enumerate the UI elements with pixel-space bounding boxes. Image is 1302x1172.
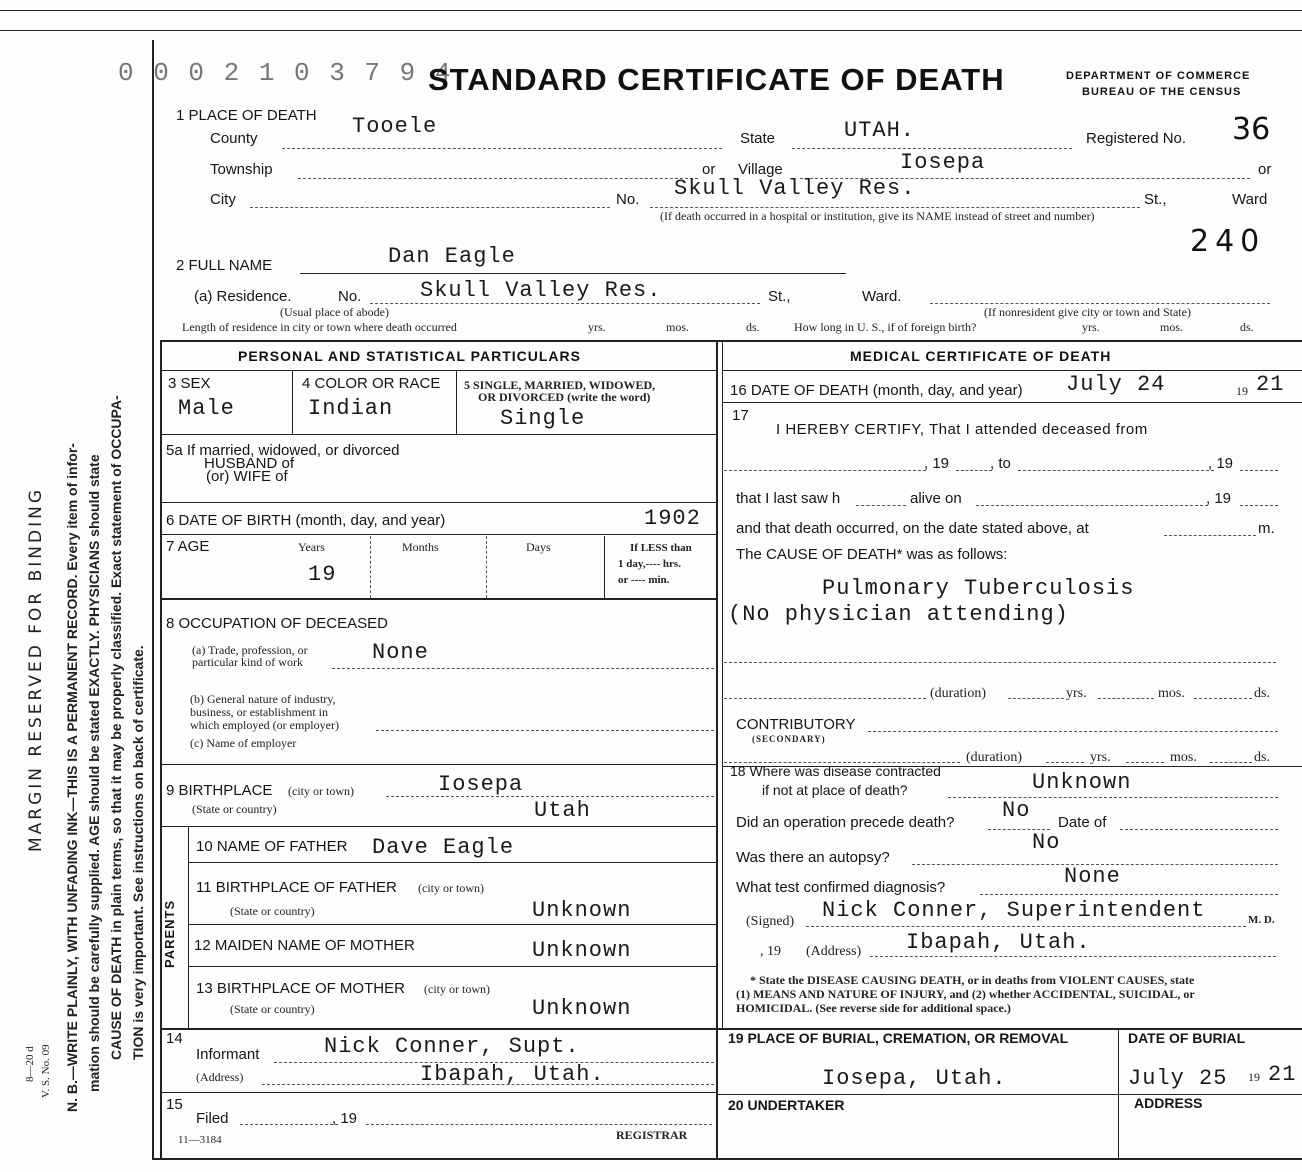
age-years-value: 19 bbox=[308, 562, 337, 587]
department-line-2: BUREAU OF THE CENSUS bbox=[1082, 86, 1242, 98]
ward-number-handwritten: 240 bbox=[1190, 224, 1266, 259]
contracted-value: Unknown bbox=[1032, 770, 1132, 795]
form-code-2: 8—20 d bbox=[24, 1046, 36, 1082]
birthplace-city-value: Iosepa bbox=[438, 772, 524, 797]
father-birthplace-state-note: (State or country) bbox=[230, 904, 315, 918]
dob-value: 1902 bbox=[644, 506, 701, 531]
cause-of-death-label: The CAUSE OF DEATH* was as follows: bbox=[736, 546, 1008, 563]
m-label: m. bbox=[1258, 520, 1275, 537]
state-label: State bbox=[740, 130, 776, 147]
informant-value: Nick Conner, Supt. bbox=[324, 1034, 580, 1059]
spouse-label-2: HUSBAND of bbox=[204, 455, 295, 472]
department-line-1: DEPARTMENT OF COMMERCE bbox=[1066, 70, 1251, 82]
test-value: None bbox=[1064, 864, 1121, 889]
signed-address-value: Ibapah, Utah. bbox=[906, 930, 1091, 955]
cause-line-1: Pulmonary Tuberculosis bbox=[822, 576, 1135, 601]
instruction-line-4: TION is very important. See instructions on back of certificate. bbox=[130, 645, 146, 1060]
mos-2: mos. bbox=[1160, 320, 1184, 334]
industry-label-2: business, or establishment in bbox=[190, 705, 328, 719]
burial-date-value: July 25 bbox=[1128, 1066, 1228, 1091]
city-label: City bbox=[210, 191, 236, 208]
date-of-death-label: 16 DATE OF DEATH (month, day, and year) bbox=[730, 382, 1023, 399]
no-label: No. bbox=[616, 191, 640, 208]
less-label-3: or ---- min. bbox=[618, 574, 670, 586]
form-code: V. S. No. 09 bbox=[40, 1044, 52, 1098]
signed-label: (Signed) bbox=[746, 914, 795, 929]
date-of-label: Date of bbox=[1058, 814, 1107, 831]
registered-no-label: Registered No. bbox=[1086, 130, 1187, 147]
instruction-line-3: CAUSE OF DEATH in plain terms, so that it may be properly classified. Exact statement of OCCUPA- bbox=[108, 395, 124, 1060]
signed-19: , 19 bbox=[760, 944, 781, 959]
birthplace-city-note: (city or town) bbox=[288, 784, 354, 798]
county-label: County bbox=[210, 130, 258, 147]
duration-ds-2: ds. bbox=[1254, 750, 1270, 765]
last-saw-label: that I last saw h bbox=[736, 490, 841, 507]
duration-label-1: (duration) bbox=[930, 686, 986, 701]
footnote-line-2: (1) MEANS AND NATURE OF INJURY, and (2) whether ACCIDENTAL, SUICIDAL, or bbox=[736, 987, 1195, 1001]
date-of-death-year-prefix: 19 bbox=[1236, 384, 1248, 398]
father-name-label: 10 NAME OF FATHER bbox=[196, 838, 348, 855]
filed-year: , 19 bbox=[332, 1110, 358, 1127]
operation-label: Did an operation precede death? bbox=[736, 814, 955, 831]
autopsy-value: No bbox=[1032, 830, 1061, 855]
informant-address-label: (Address) bbox=[196, 1070, 244, 1084]
father-name-value: Dave Eagle bbox=[372, 835, 515, 860]
how-long-in-us: How long in U. S., if of foreign birth? bbox=[794, 320, 977, 334]
industry-label-3: which employed (or employer) bbox=[190, 718, 339, 732]
marital-label-1: 5 SINGLE, MARRIED, WIDOWED, bbox=[464, 378, 656, 392]
duration-mos-1: mos. bbox=[1158, 686, 1185, 701]
full-name-value: Dan Eagle bbox=[388, 244, 516, 269]
undertaker-address-label: ADDRESS bbox=[1134, 1095, 1203, 1111]
md-label: M. D. bbox=[1248, 914, 1275, 926]
signed-value: Nick Conner, Superintendent bbox=[822, 898, 1206, 923]
burial-date-year: 21 bbox=[1268, 1062, 1297, 1087]
birthplace-state-note: (State or country) bbox=[192, 802, 277, 816]
ds-2: ds. bbox=[1240, 320, 1254, 334]
residence-label: (a) Residence. bbox=[194, 288, 292, 305]
yrs-2: yrs. bbox=[1082, 320, 1100, 334]
binding-margin-label: MARGIN RESERVED FOR BINDING bbox=[26, 486, 46, 852]
filed-number: 15 bbox=[166, 1096, 183, 1113]
father-birthplace-label: 11 BIRTHPLACE OF FATHER bbox=[196, 879, 397, 896]
to-19: , 19 bbox=[1208, 455, 1234, 472]
village-label: Village bbox=[738, 161, 783, 178]
street-value: Skull Valley Res. bbox=[674, 176, 916, 201]
state-value: UTAH. bbox=[844, 118, 916, 143]
footnote-line-1: * State the DISEASE CAUSING DEATH, or in deaths from VIOLENT CAUSES, state bbox=[750, 973, 1195, 987]
contributory-label: CONTRIBUTORY bbox=[736, 716, 856, 733]
hospital-note: (If death occurred in a hospital or institution, give its NAME instead of street and number) bbox=[660, 209, 1095, 223]
father-birthplace-value: Unknown bbox=[532, 898, 632, 923]
marital-value: Single bbox=[500, 406, 586, 431]
st-label: St., bbox=[1144, 191, 1167, 208]
mother-name-value: Unknown bbox=[532, 938, 632, 963]
residence-value: Skull Valley Res. bbox=[420, 278, 662, 303]
months-label: Months bbox=[402, 540, 439, 554]
burial-place-value: Iosepa, Utah. bbox=[822, 1066, 1007, 1091]
contracted-label-2: if not at place of death? bbox=[762, 782, 908, 798]
days-label: Days bbox=[526, 540, 551, 554]
signed-address-label: (Address) bbox=[806, 944, 862, 959]
duration-ds-1: ds. bbox=[1254, 686, 1270, 701]
mother-birthplace-value: Unknown bbox=[532, 996, 632, 1021]
residence-no-label: No. bbox=[338, 288, 362, 305]
certificate-title: STANDARD CERTIFICATE OF DEATH bbox=[428, 62, 1005, 97]
from-19: , 19 bbox=[924, 455, 950, 472]
burial-date-label: DATE OF BURIAL bbox=[1128, 1030, 1246, 1046]
yrs-1: yrs. bbox=[588, 320, 606, 334]
test-label: What test confirmed diagnosis? bbox=[736, 879, 946, 896]
certify-text: I HEREBY CERTIFY, That I attended deceased from bbox=[776, 421, 1148, 438]
registrar-label: REGISTRAR bbox=[616, 1128, 688, 1142]
birthplace-label: 9 BIRTHPLACE bbox=[166, 782, 273, 799]
less-label-2: 1 day,---- hrs. bbox=[618, 558, 681, 570]
mother-birthplace-state-note: (State or country) bbox=[230, 1002, 315, 1016]
county-value: Tooele bbox=[352, 114, 438, 139]
informant-address-value: Ibapah, Utah. bbox=[420, 1062, 605, 1087]
to-label: , to bbox=[990, 455, 1011, 472]
ward-label: Ward bbox=[1232, 191, 1268, 208]
secondary-label: (SECONDARY) bbox=[752, 734, 826, 744]
dob-label: 6 DATE OF BIRTH (month, day, and year) bbox=[166, 512, 446, 529]
death-occurred-label: and that death occurred, on the date stated above, at bbox=[736, 520, 1089, 537]
trade-label-1: (a) Trade, profession, or bbox=[192, 643, 308, 657]
sex-label: 3 SEX bbox=[168, 375, 211, 392]
residence-ward-label: Ward. bbox=[862, 288, 902, 305]
mother-birthplace-label: 13 BIRTHPLACE OF MOTHER bbox=[196, 980, 405, 997]
sex-value: Male bbox=[178, 396, 235, 421]
form-number-code: 11—3184 bbox=[178, 1134, 222, 1146]
usual-abode-note: (Usual place of abode) bbox=[280, 305, 389, 319]
duration-yrs-1: yrs. bbox=[1066, 686, 1087, 701]
less-label-1: If LESS than bbox=[630, 542, 692, 554]
mos-1: mos. bbox=[666, 320, 690, 334]
alive-on-label: alive on bbox=[910, 490, 962, 507]
marital-label-2: OR DIVORCED (write the word) bbox=[478, 390, 651, 404]
or-label-1: or bbox=[702, 161, 716, 178]
cause-line-2: (No physician attending) bbox=[728, 602, 1069, 627]
length-residence-note: Length of residence in city or town where death occurred bbox=[182, 320, 457, 334]
color-race-value: Indian bbox=[308, 396, 394, 421]
spouse-label-1: 5a If married, widowed, or divorced bbox=[166, 442, 400, 459]
father-birthplace-note: (city or town) bbox=[418, 881, 484, 895]
informant-number: 14 bbox=[166, 1030, 183, 1047]
birthplace-state-value: Utah bbox=[534, 798, 591, 823]
trade-label-2: particular kind of work bbox=[192, 655, 303, 669]
certificate-stamp-number: 0 0 0 2 1 0 3 7 9 4 bbox=[118, 58, 453, 88]
item-17-label: 17 bbox=[732, 407, 749, 424]
or-label-2: or bbox=[1258, 161, 1272, 178]
date-of-death-year: 21 bbox=[1256, 372, 1285, 397]
employer-label: (c) Name of employer bbox=[190, 736, 297, 750]
age-label: 7 AGE bbox=[166, 538, 210, 555]
color-race-label: 4 COLOR OR RACE bbox=[302, 375, 441, 392]
instruction-line-2: mation should be carefully supplied. AGE should be stated EXACTLY. PHYSICIANS should state bbox=[86, 454, 102, 1092]
nonresident-note: (If nonresident give city or town and State) bbox=[984, 305, 1191, 319]
spouse-label-3: (or) WIFE of bbox=[206, 468, 288, 485]
ds-1: ds. bbox=[746, 320, 760, 334]
township-label: Township bbox=[210, 161, 273, 178]
duration-mos-2: mos. bbox=[1170, 750, 1197, 765]
personal-header: PERSONAL AND STATISTICAL PARTICULARS bbox=[238, 348, 581, 364]
trade-value: None bbox=[372, 640, 429, 665]
undertaker-label: 20 UNDERTAKER bbox=[728, 1097, 845, 1113]
full-name-label: 2 FULL NAME bbox=[176, 257, 273, 274]
occupation-label: 8 OCCUPATION OF DECEASED bbox=[166, 615, 388, 632]
industry-label-1: (b) General nature of industry, bbox=[190, 692, 336, 706]
duration-yrs-2: yrs. bbox=[1090, 750, 1111, 765]
alive-19: , 19 bbox=[1206, 490, 1232, 507]
filed-label: Filed bbox=[196, 1110, 229, 1127]
registered-no-value: 36 bbox=[1232, 112, 1271, 147]
instruction-line-1: N. B.—WRITE PLAINLY, WITH UNFADING INK—THIS IS A PERMANENT RECORD. Every item of infor- bbox=[64, 443, 80, 1112]
burial-place-label: 19 PLACE OF BURIAL, CREMATION, OR REMOVAL bbox=[728, 1030, 1069, 1046]
contracted-label-1: 18 Where was disease contracted bbox=[730, 763, 941, 779]
operation-value: No bbox=[1002, 798, 1031, 823]
village-value: Iosepa bbox=[900, 150, 986, 175]
parents-label: PARENTS bbox=[162, 899, 177, 968]
informant-label: Informant bbox=[196, 1046, 260, 1063]
burial-date-year-prefix: 19 bbox=[1248, 1070, 1260, 1084]
place-of-death-label: 1 PLACE OF DEATH bbox=[176, 107, 317, 124]
autopsy-label: Was there an autopsy? bbox=[736, 849, 890, 866]
duration-label-2: (duration) bbox=[966, 750, 1022, 765]
residence-st-label: St., bbox=[768, 288, 791, 305]
medical-header: MEDICAL CERTIFICATE OF DEATH bbox=[850, 348, 1112, 364]
mother-birthplace-note: (city or town) bbox=[424, 982, 490, 996]
footnote-line-3: HOMICIDAL. (See reverse side for additional space.) bbox=[736, 1001, 1011, 1015]
years-label: Years bbox=[298, 540, 325, 554]
date-of-death-value: July 24 bbox=[1066, 372, 1166, 397]
mother-name-label: 12 MAIDEN NAME OF MOTHER bbox=[194, 937, 415, 954]
